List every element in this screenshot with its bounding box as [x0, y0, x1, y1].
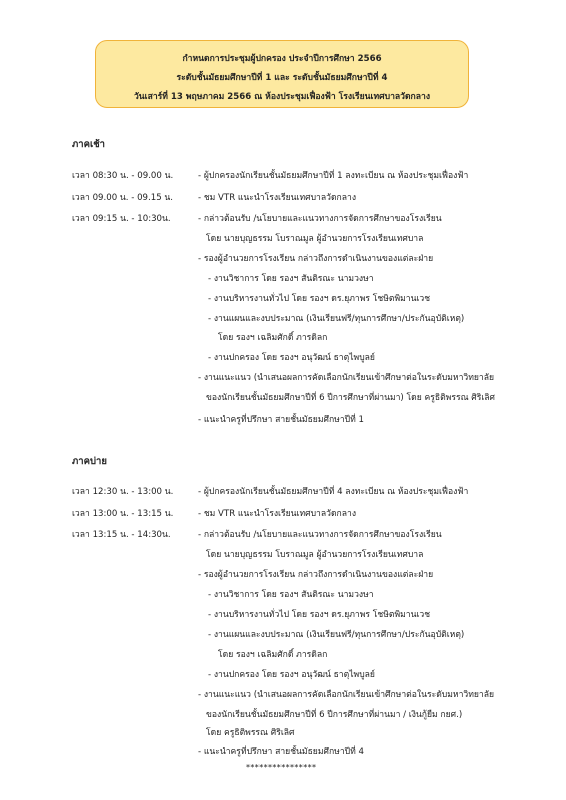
afternoon-sub-budget-by: โดย รองฯ เฉลิมศักดิ์ ภารดิลก — [218, 650, 328, 660]
afternoon-sub-budget: - งานแผนและงบประมาณ (เงินเรียนฟรี/ทุนการศึกษา/ประกันอุบัติเหตุ) — [208, 630, 465, 640]
afternoon-time-3: เวลา 13:15 น. - 14:30น. — [72, 530, 171, 540]
morning-activity-guidance: - งานแนะแนว (นำเสนอผลการคัดเลือกนักเรียนเข้าศึกษาต่อในระดับมหาวิทยาลัย — [198, 373, 495, 383]
morning-time-1: เวลา 08:30 น. - 09.00 น. — [72, 171, 174, 181]
morning-sub-budget: - งานแผนและงบประมาณ (เงินเรียนฟรี/ทุนการศึกษา/ประกันอุบัติเหตุ) — [208, 314, 465, 324]
afternoon-activity-guidance: - งานแนะแนว (นำเสนอผลการคัดเลือกนักเรียนเข้าศึกษาต่อในระดับมหาวิทยาลัย — [198, 690, 495, 700]
header-title: กำหนดการประชุมผู้ปกครอง ประจำปีการศึกษา 2566 — [182, 54, 382, 64]
afternoon-sub-discipline: - งานปกครอง โดย รองฯ อนุวัฒน์ ธาตุไพบูลย์ — [208, 670, 375, 680]
afternoon-sub-general-admin: - งานบริหารงานทั่วไป โดย รองฯ ดร.ยุภาพร โชษิตพิมานเวช — [208, 610, 431, 620]
afternoon-sub-academic: - งานวิชาการ โดย รองฯ สันติรณะ นามวงษา — [208, 590, 374, 600]
header-date-venue: วันเสาร์ที่ 13 พฤษภาคม 2566 ณ ห้องประชุมเฟื่องฟ้า โรงเรียนเทศบาลวัดกลาง — [133, 92, 431, 102]
morning-activity-vtr: - ชม VTR แนะนำโรงเรียนเทศบาลวัดกลาง — [198, 193, 357, 203]
morning-sub-discipline: - งานปกครอง โดย รองฯ อนุวัฒน์ ธาตุไพบูลย์ — [208, 353, 375, 363]
afternoon-time-1: เวลา 12:30 น. - 13:00 น. — [72, 487, 174, 497]
afternoon-activity-welcome-by: โดย นายบุญธรรม โบราณมูล ผู้อำนวยการโรงเรียนเทศบาล — [206, 550, 424, 560]
afternoon-activity-vtr: - ชม VTR แนะนำโรงเรียนเทศบาลวัดกลาง — [198, 509, 357, 519]
morning-time-2: เวลา 09.00 น. - 09.15 น. — [72, 193, 174, 203]
afternoon-activity-welcome: - กล่าวต้อนรับ /นโยบายและแนวทางการจัดการศึกษาของโรงเรียน — [198, 530, 442, 540]
afternoon-section-title: ภาคบ่าย — [72, 456, 107, 467]
morning-activity-deputies: - รองผู้อำนวยการโรงเรียน กล่าวถึงการดำเนินงานของแต่ละฝ่าย — [198, 254, 434, 264]
header-levels: ระดับชั้นมัธยมศึกษาปีที่ 1 และ ระดับชั้นมัธยมศึกษาปีที่ 4 — [176, 73, 388, 83]
afternoon-activity-guidance-by: โดย ครูธิติพรรณ ศิริเลิศ — [206, 728, 295, 738]
morning-activity-registration: - ผู้ปกครองนักเรียนชั้นมัธยมศึกษาปีที่ 1 ลงทะเบียน ณ ห้องประชุมเฟื่องฟ้า — [198, 171, 469, 181]
morning-sub-budget-by: โดย รองฯ เฉลิมศักดิ์ ภารดิลก — [218, 333, 328, 343]
morning-sub-academic: - งานวิชาการ โดย รองฯ สันติรณะ นามวงษา — [208, 274, 374, 284]
morning-activity-advisors: - แนะนำครูที่ปรึกษา สายชั้นมัธยมศึกษาปีที่ 1 — [198, 415, 364, 425]
morning-activity-guidance-cont: ของนักเรียนชั้นมัธยมศึกษาปีที่ 6 ปีการศึกษาที่ผ่านมา) โดย ครูธิติพรรณ ศิริเลิศ — [206, 393, 495, 403]
schedule-header-box — [95, 40, 469, 108]
morning-time-3: เวลา 09:15 น. - 10:30น. — [72, 214, 171, 224]
afternoon-activity-registration: - ผู้ปกครองนักเรียนชั้นมัธยมศึกษาปีที่ 4 ลงทะเบียน ณ ห้องประชุมเฟื่องฟ้า — [198, 487, 469, 497]
end-marker-stars: **************** — [246, 763, 317, 772]
afternoon-activity-guidance-cont: ของนักเรียนชั้นมัธยมศึกษาปีที่ 6 ปีการศึกษาที่ผ่านมา / เงินกู้ยืม กยศ.) — [206, 710, 463, 720]
afternoon-activity-advisors: - แนะนำครูที่ปรึกษา สายชั้นมัธยมศึกษาปีที่ 4 — [198, 747, 364, 757]
morning-sub-general-admin: - งานบริหารงานทั่วไป โดย รองฯ ดร.ยุภาพร โชษิตพิมานเวช — [208, 294, 431, 304]
afternoon-time-2: เวลา 13:00 น. - 13:15 น. — [72, 509, 174, 519]
morning-section-title: ภาคเช้า — [72, 139, 105, 150]
afternoon-activity-deputies: - รองผู้อำนวยการโรงเรียน กล่าวถึงการดำเนินงานของแต่ละฝ่าย — [198, 570, 434, 580]
morning-activity-welcome-by: โดย นายบุญธรรม โบราณมูล ผู้อำนวยการโรงเรียนเทศบาล — [206, 234, 424, 244]
morning-activity-welcome: - กล่าวต้อนรับ /นโยบายและแนวทางการจัดการศึกษาของโรงเรียน — [198, 214, 442, 224]
